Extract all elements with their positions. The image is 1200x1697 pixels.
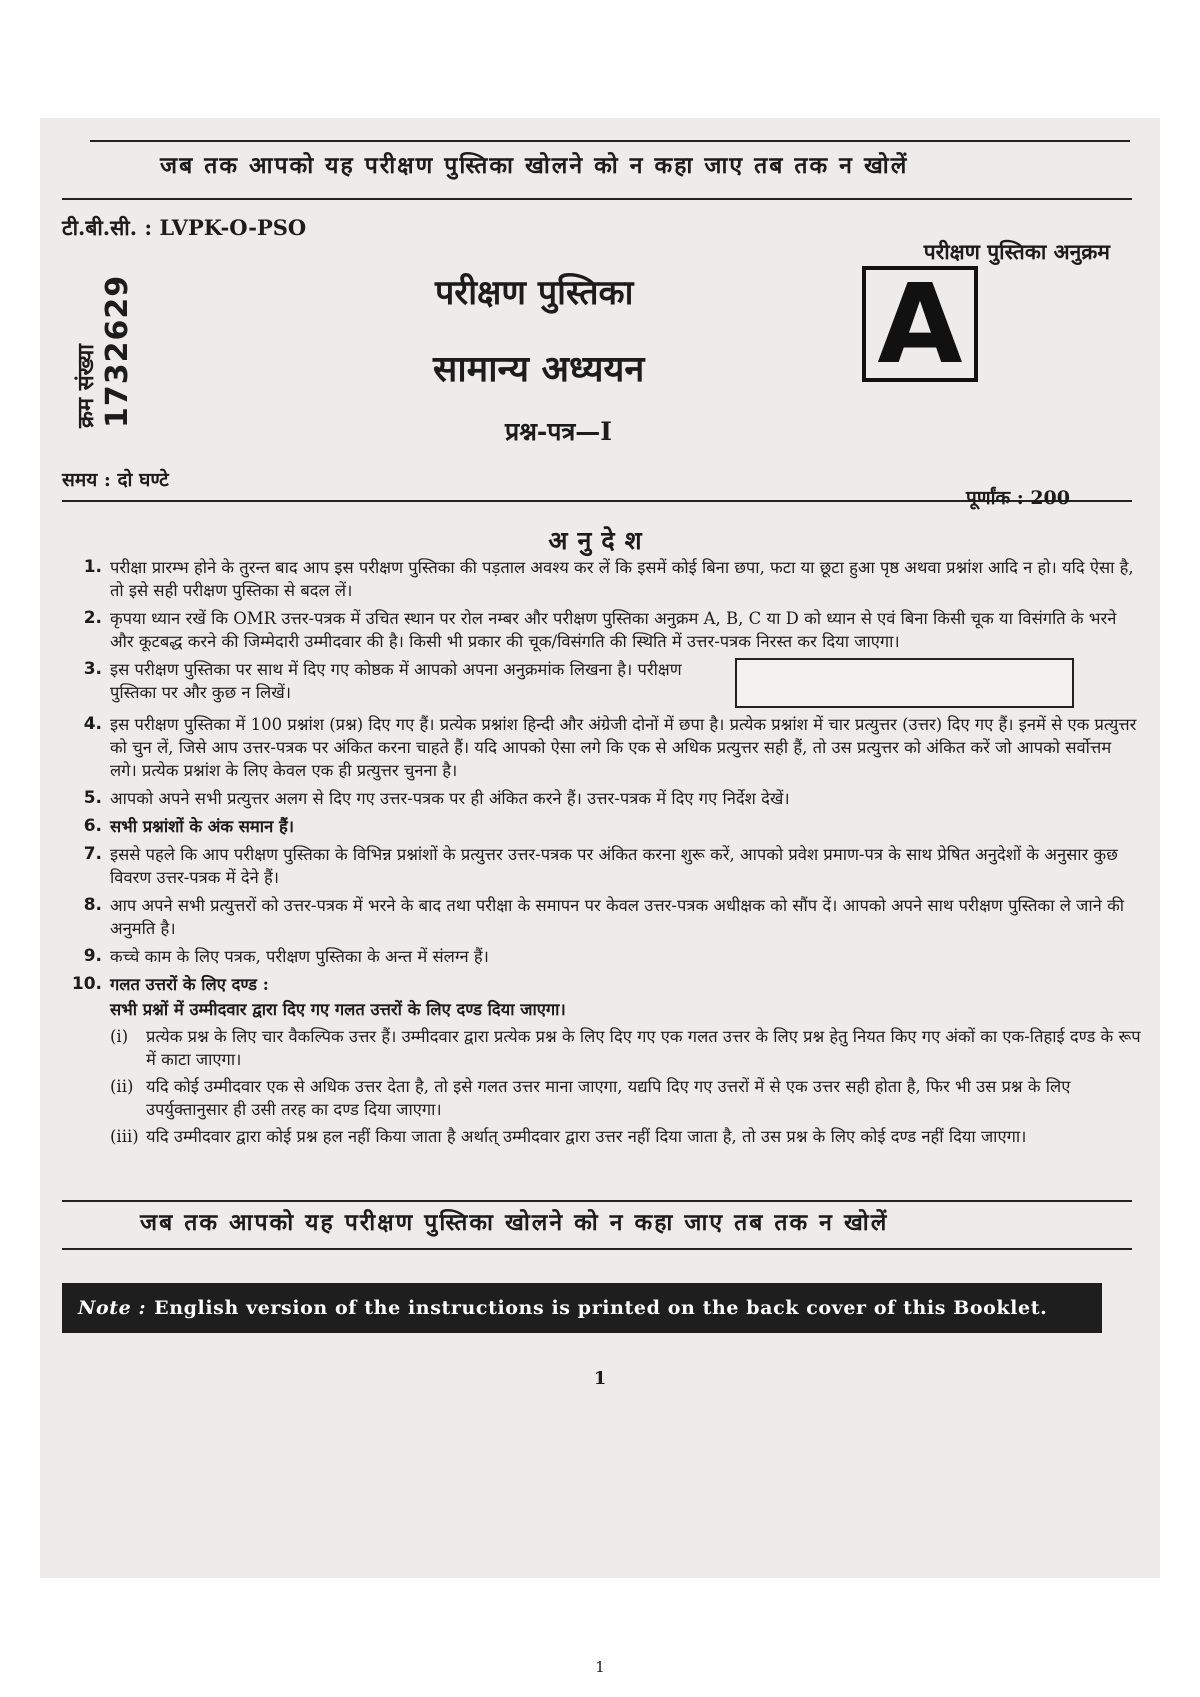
item-number: 4. [83, 714, 102, 734]
item-text: परीक्षा प्रारम्भ होने के तुरन्त बाद आप इस परीक्षण पुस्तिका की पड़ताल अवश्य कर लें कि इसमें कोई बिना छपा, फटा या छूटा हुआ पृष्ठ अथवा प्रश्नांश आदि न हो। यदि ऐसा है, तो इसे सही परीक्षण पुस्तिका से बदल लें। [110, 558, 1134, 600]
roman-number: (i) [110, 1027, 129, 1046]
instructions-list [68, 556, 1143, 1157]
item-number: 5. [83, 788, 102, 808]
item-number: 6. [83, 816, 102, 836]
roll-number-box[interactable] [735, 658, 1074, 708]
note-text: English version of the instructions is printed on the back cover of this Booklet. [154, 1297, 1048, 1319]
instruction-item [68, 894, 1143, 940]
item-number: 3. [83, 659, 102, 679]
item-text: कृपया ध्यान रखें कि OMR उत्तर-पत्रक में उचित स्थान पर रोल नम्बर और परीक्षण पुस्तिका अनुक्रम A, B, C या D को ध्यान से एवं बिना किसी चूक या विसंगति के भरने और कूटबद्ध करने की जिम्मेदारी उम्मीदवार की है। किसी भी प्रकार की चूक/विसंगति की स्थिति में उत्तर-पत्रक निरस्त कर दिया जाएगा। [110, 609, 1117, 651]
penalty-rule [110, 1125, 1143, 1148]
series-letter: A [877, 260, 963, 388]
booklet-series-label: परीक्षण पुस्तिका अनुक्रम [923, 239, 1110, 264]
item-number: 2. [83, 608, 102, 628]
item-text: इससे पहले कि आप परीक्षण पुस्तिका के विभिन्न प्रश्नांशों के प्रत्युत्तर उत्तर-पत्रक पर अंकित करना शुरू करें, आपको प्रवेश प्रमाण-पत्र के साथ प्रेषित अनुदेशों के अनुसार कुछ विवरण उत्तर-पत्रक में देने हैं। [110, 845, 1118, 887]
item-text: इस परीक्षण पुस्तिका में 100 प्रश्नांश (प्रश्न) दिए गए हैं। प्रत्येक प्रश्नांश हिन्दी और अंग्रेजी दोनों में छपा है। प्रत्येक प्रश्नांश में चार प्रत्युत्तर (उत्तर) दिए गए हैं। इनमें से एक प्रत्युत्तर को चुन लें, जिसे आप उत्तर-पत्रक पर अंकित करना चाहते हैं। यदि आपको ऐसा लगे कि एक से अधिक प्रत्युत्तर सही हैं, तो उस प्रत्युत्तर को अंकित करें जो आपको सर्वोत्तम लगे। प्रत्येक प्रश्नांश के लिए केवल एक ही प्रत्युत्तर चुनना है। [110, 715, 1137, 780]
booklet-page-number: 1 [593, 1368, 607, 1389]
serial-number: 1732629 [99, 274, 135, 428]
subject-title: सामान्य अध्ययन [433, 348, 645, 390]
instruction-item [68, 556, 1143, 602]
top-notice: जब तक आपको यह परीक्षण पुस्तिका खोलने को न कहा जाए तब तक न खोलें [160, 152, 909, 179]
item-text: इस परीक्षण पुस्तिका पर साथ में दिए गए कोष्ठक में आपको अपना अनुक्रमांक लिखना है। परीक्षण पुस्तिका पर और कुछ न लिखें। [110, 660, 682, 702]
bottom-rule [62, 1200, 1132, 1202]
penalty-rule-text: यदि कोई उम्मीदवार एक से अधिक उत्तर देता है, तो इसे गलत उत्तर माना जाएगा, यद्यपि दिए गए उत्तरों में से एक उत्तर सही होता है, फिर भी उस प्रश्न के लिए उपर्युक्तानुसार ही उसी तरह का दण्ड दिया जाएगा। [146, 1077, 1071, 1119]
instruction-item [68, 713, 1143, 782]
item-number: 10. [71, 974, 102, 994]
instructions-heading: अनुदेश [548, 526, 652, 555]
top-rule [90, 140, 1130, 142]
instruction-item [68, 843, 1143, 889]
english-note-bar [62, 1283, 1102, 1333]
pdf-page-number: 1 [595, 1658, 605, 1676]
penalty-rule [110, 1075, 1143, 1121]
bottom-notice: जब तक आपको यह परीक्षण पुस्तिका खोलने को न कहा जाए तब तक न खोलें [140, 1209, 889, 1236]
instruction-item [68, 973, 1143, 1152]
item-text: सभी प्रश्नांशों के अंक समान हैं। [110, 817, 294, 836]
instruction-item [68, 815, 1143, 838]
note-label: Note : [78, 1297, 147, 1319]
penalty-heading: गलत उत्तरों के लिए दण्ड : [110, 975, 269, 994]
time-allowed: समय : दो घण्टे [62, 469, 169, 491]
roman-number: (ii) [110, 1077, 134, 1096]
item-text: आप अपने सभी प्रत्युत्तरों को उत्तर-पत्रक में भरने के बाद तथा परीक्षा के समापन पर केवल उत्तर-पत्रक अधीक्षक को सौंप दें। आपको अपने साथ परीक्षण पुस्तिका ले जाने की अनुमति है। [110, 896, 1125, 938]
penalty-rule-text: प्रत्येक प्रश्न के लिए चार वैकल्पिक उत्तर हैं। उम्मीदवार द्वारा प्रत्येक प्रश्न के लिए दिए गए एक गलत उत्तर के लिए प्रश्न हेतु नियत किए गए अंकों का एक-तिहाई दण्ड के रूप में काटा जाएगा। [146, 1027, 1141, 1069]
tbc-code: टी.बी.सी. : LVPK-O-PSO [62, 215, 307, 240]
paper-title: प्रश्न-पत्र—I [505, 417, 612, 446]
bottom-rule-2 [62, 1248, 1132, 1250]
item-text: कच्चे काम के लिए पत्रक, परीक्षण पुस्तिका के अन्त में संलग्न हैं। [110, 947, 489, 966]
item-number: 7. [83, 844, 102, 864]
item-text: आपको अपने सभी प्रत्युत्तर अलग से दिए गए उत्तर-पत्रक पर ही अंकित करने हैं। उत्तर-पत्रक में दिए गए निर्देश देखें। [110, 789, 790, 808]
item-number: 8. [83, 895, 102, 915]
item-body [110, 658, 1143, 708]
header-rule [62, 198, 1132, 200]
serial-number-block [58, 274, 146, 428]
penalty-intro: सभी प्रश्नों में उम्मीदवार द्वारा दिए गए गलत उत्तरों के लिए दण्ड दिया जाएगा। [110, 1000, 566, 1019]
instruction-item [68, 787, 1143, 810]
serial-label: क्रम संख्या [72, 344, 99, 428]
penalty-block [110, 973, 1143, 1152]
roman-number: (iii) [110, 1127, 139, 1146]
booklet-cover-page [40, 118, 1160, 1578]
instruction-item [68, 658, 1143, 708]
booklet-title: परीक्षण पुस्तिका [435, 273, 634, 313]
item-number: 1. [83, 557, 102, 577]
penalty-rule-text: यदि उम्मीदवार द्वारा कोई प्रश्न हल नहीं किया जाता है अर्थात् उम्मीदवार द्वारा उत्तर नहीं दिया जाता है, तो उस प्रश्न के लिए कोई दण्ड नहीं दिया जाएगा। [146, 1127, 1027, 1146]
maximum-marks: पूर्णांक : 200 [966, 487, 1070, 509]
instruction-item [68, 607, 1143, 653]
series-letter-box [862, 260, 978, 388]
penalty-rule [110, 1025, 1143, 1071]
item-number: 9. [83, 946, 102, 966]
instruction-item [68, 945, 1143, 968]
